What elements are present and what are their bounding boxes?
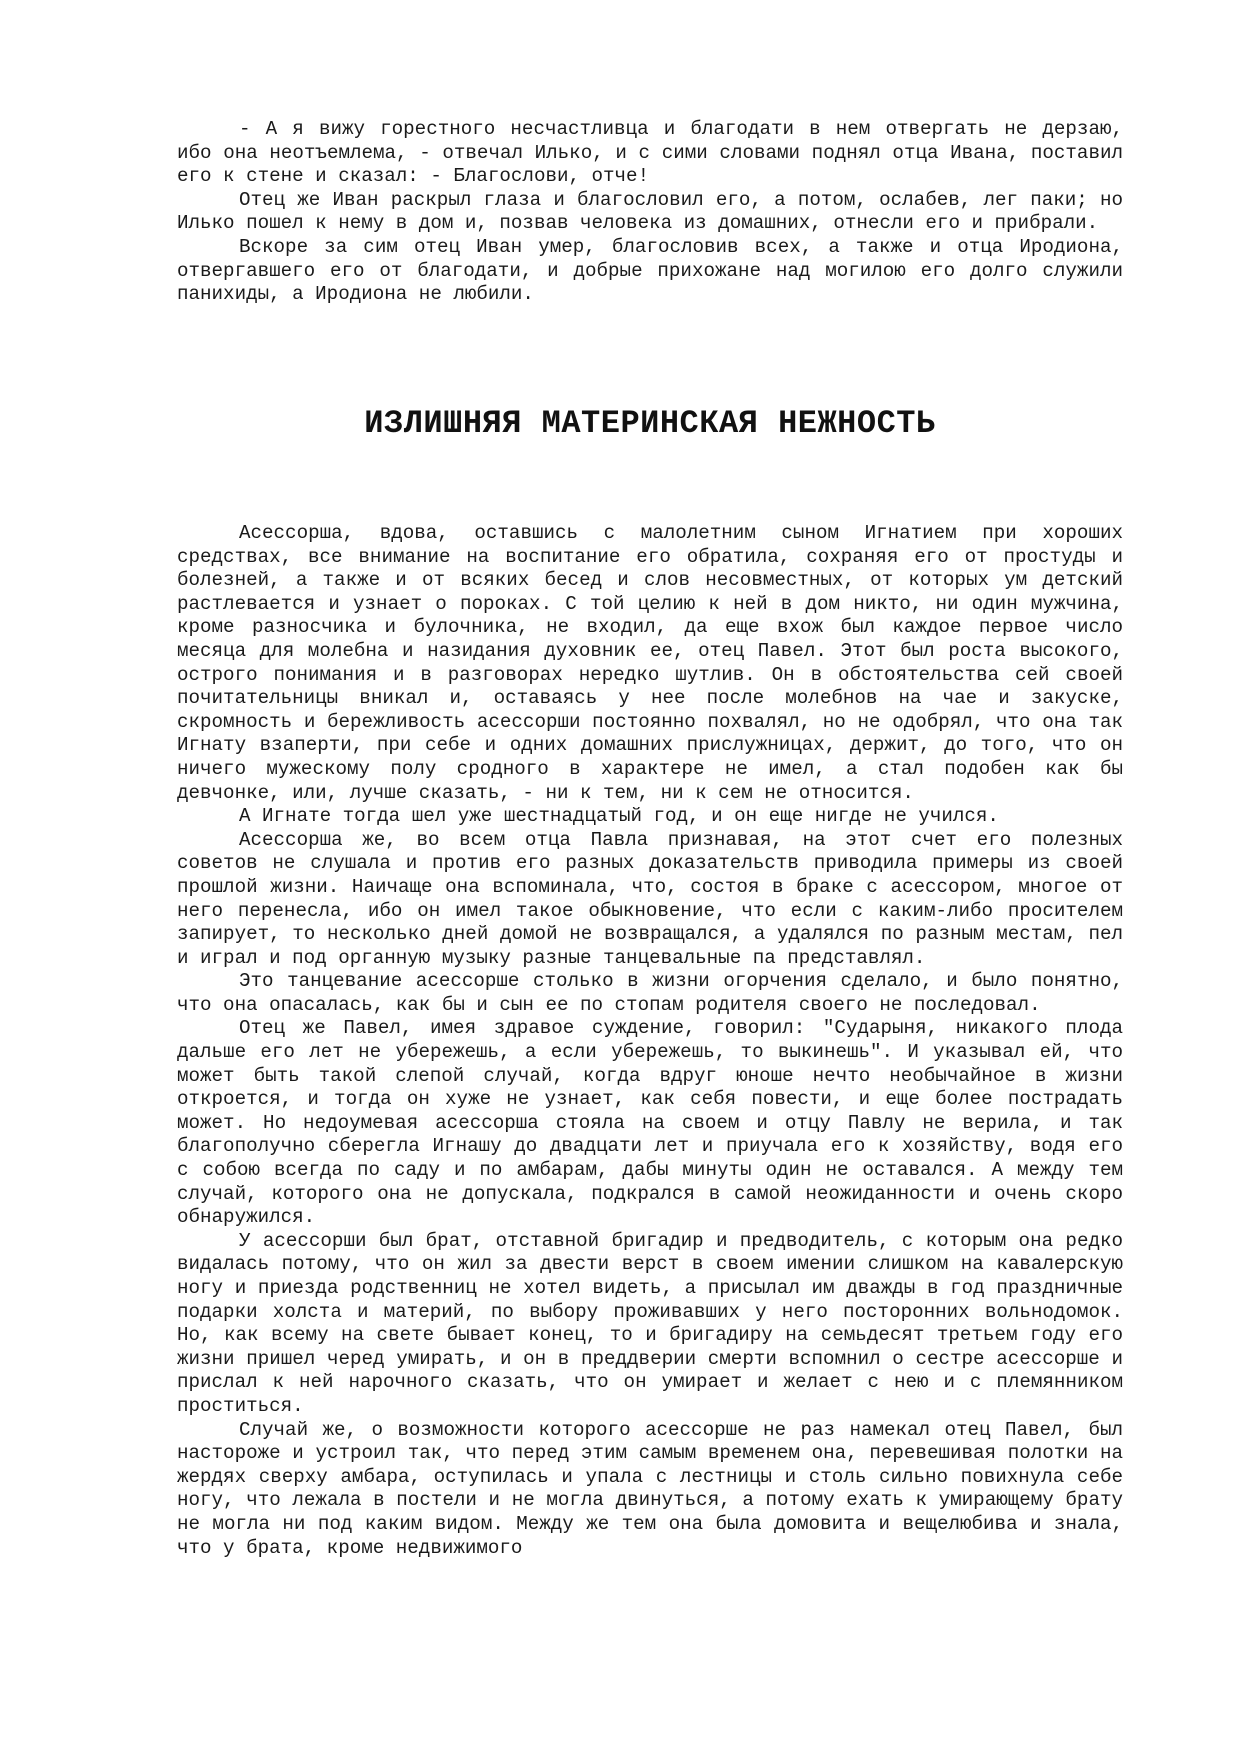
paragraph: Отец же Иван раскрыл глаза и благословил его, а потом, ослабев, лег паки; но Илько пошел к нему в дом и, позвав человека из домашних, отнесли его и прибрали. — [177, 188, 1123, 235]
chapter-body — [177, 522, 1123, 1560]
paragraph: Асессорша же, во всем отца Павла признавая, на этот счет его полезных советов не слушала и против его разных доказательств приводила примеры из своей прошлой жизни. Наичаще она вспоминала, что, состоя в браке с асессором, многое от него перенесла, ибо он имел такое обыкновение, что если с каким-либо просителем запирует, то несколько дней домой не возвращался, а удалялся по разным местам, пел и играл и под органную музыку разные танцевальные па представлял. — [177, 828, 1123, 969]
previous-story-ending — [177, 118, 1123, 307]
paragraph: Асессорша, вдова, оставшись с малолетним сыном Игнатием при хороших средствах, все внимание на воспитание его обратила, сохраняя его от простуды и болезней, а также и от всяких бесед и слов несовместных, от которых ум детский растлевается и узнает о пороках. С той целию к ней в дом никто, ни один мужчина, кроме разносчика и булочника, не входил, да еще вхож был каждое первое число месяца для молебна и назидания духовник ее, отец Павел. Этот был роста высокого, острого понимания и в разговорах нередко шутлив. Он в обстоятельства сей своей почитательницы вникал и, оставаясь у нее после молебнов на чае и закуске, скромность и бережливость асессорши постоянно похвалял, но не одобрял, что она так Игнату взаперти, при себе и одних домашних прислужницах, держит, до того, что он ничего мужескому полу сродного в характере не имел, а стал подобен как бы девчонке, или, лучше сказать, - ни к тем, ни к сем не относится. — [177, 522, 1123, 804]
paragraph: Вскоре за сим отец Иван умер, благословив всех, а также и отца Иродиона, отвергавшего его от благодати, и добрые прихожане над могилою его долго служили панихиды, а Иродиона не любили. — [177, 235, 1123, 306]
paragraph: Это танцевание асессорше столько в жизни огорчения сделало, и было понятно, что она опасалась, как бы и сын ее по стопам родителя своего не последовал. — [177, 970, 1123, 1016]
paragraph: У асессорши был брат, отставной бригадир и предводитель, с которым она редко видалась потому, что он жил за двести верст в своем имении слишком на кавалерскую ногу и приезда родственниц не хотел видеть, а присылал им дважды в год праздничные подарки холста и материй, по выбору проживавших у него посторонних вольнодомок. Но, как всему на свете бывает конец, то и бригадиру на семьдесят третьем году его жизни пришел черед умирать, и он в преддверии смерти вспомнил о сестре асессорше и прислал к ней нарочного сказать, что он умирает и желает с нею и с племянником проститься. — [177, 1229, 1123, 1417]
paragraph: - А я вижу горестного несчастливца и благодати в нем отвергать не дерзаю, ибо она неотъемлема, - отвечал Илько, и с сими словами поднял отца Ивана, поставил его к стене и сказал: - Благослови, отче! — [177, 118, 1123, 188]
paragraph: Случай же, о возможности которого асессорше не раз намекал отец Павел, был настороже и устроил так, что перед этим самым временем она, перевешивая полотки на жердях сверху амбара, оступилась и упала с лестницы и столь сильно повихнула себе ногу, что лежала в постели и не могла двинуться, а потому ехать к умирающему брату не могла ни под каким видом. Между же тем она была домовита и вещелюбива и знала, что у брата, кроме недвижимого — [177, 1418, 1123, 1559]
paragraph: А Игнате тогда шел уже шестнадцатый год, и он еще нигде не учился. — [239, 805, 999, 828]
paragraph: Отец же Павел, имея здравое суждение, говорил: "Сударыня, никакого плода дальше его лет не убережешь, а если убережешь, то выкинешь". И указывал ей, что может быть такой слепой случай, когда вдруг юноше нечто необычайное в жизни откроется, и тогда он хуже не узнает, как себя повести, и еще более пострадать может. Но недоумевая асессорша стояла на своем и отцу Павлу не верила, и так благополучно сберегла Игнашу до двадцати лет и приучала его к хозяйству, водя его с собою всегда по саду и по амбарам, дабы минуты один не оставался. А между тем случай, которого она не допускала, подкрался в самой неожиданности и очень скоро обнаружился. — [177, 1017, 1123, 1229]
chapter-title: ИЗЛИШНЯЯ МАТЕРИНСКАЯ НЕЖНОСТЬ — [364, 405, 936, 442]
